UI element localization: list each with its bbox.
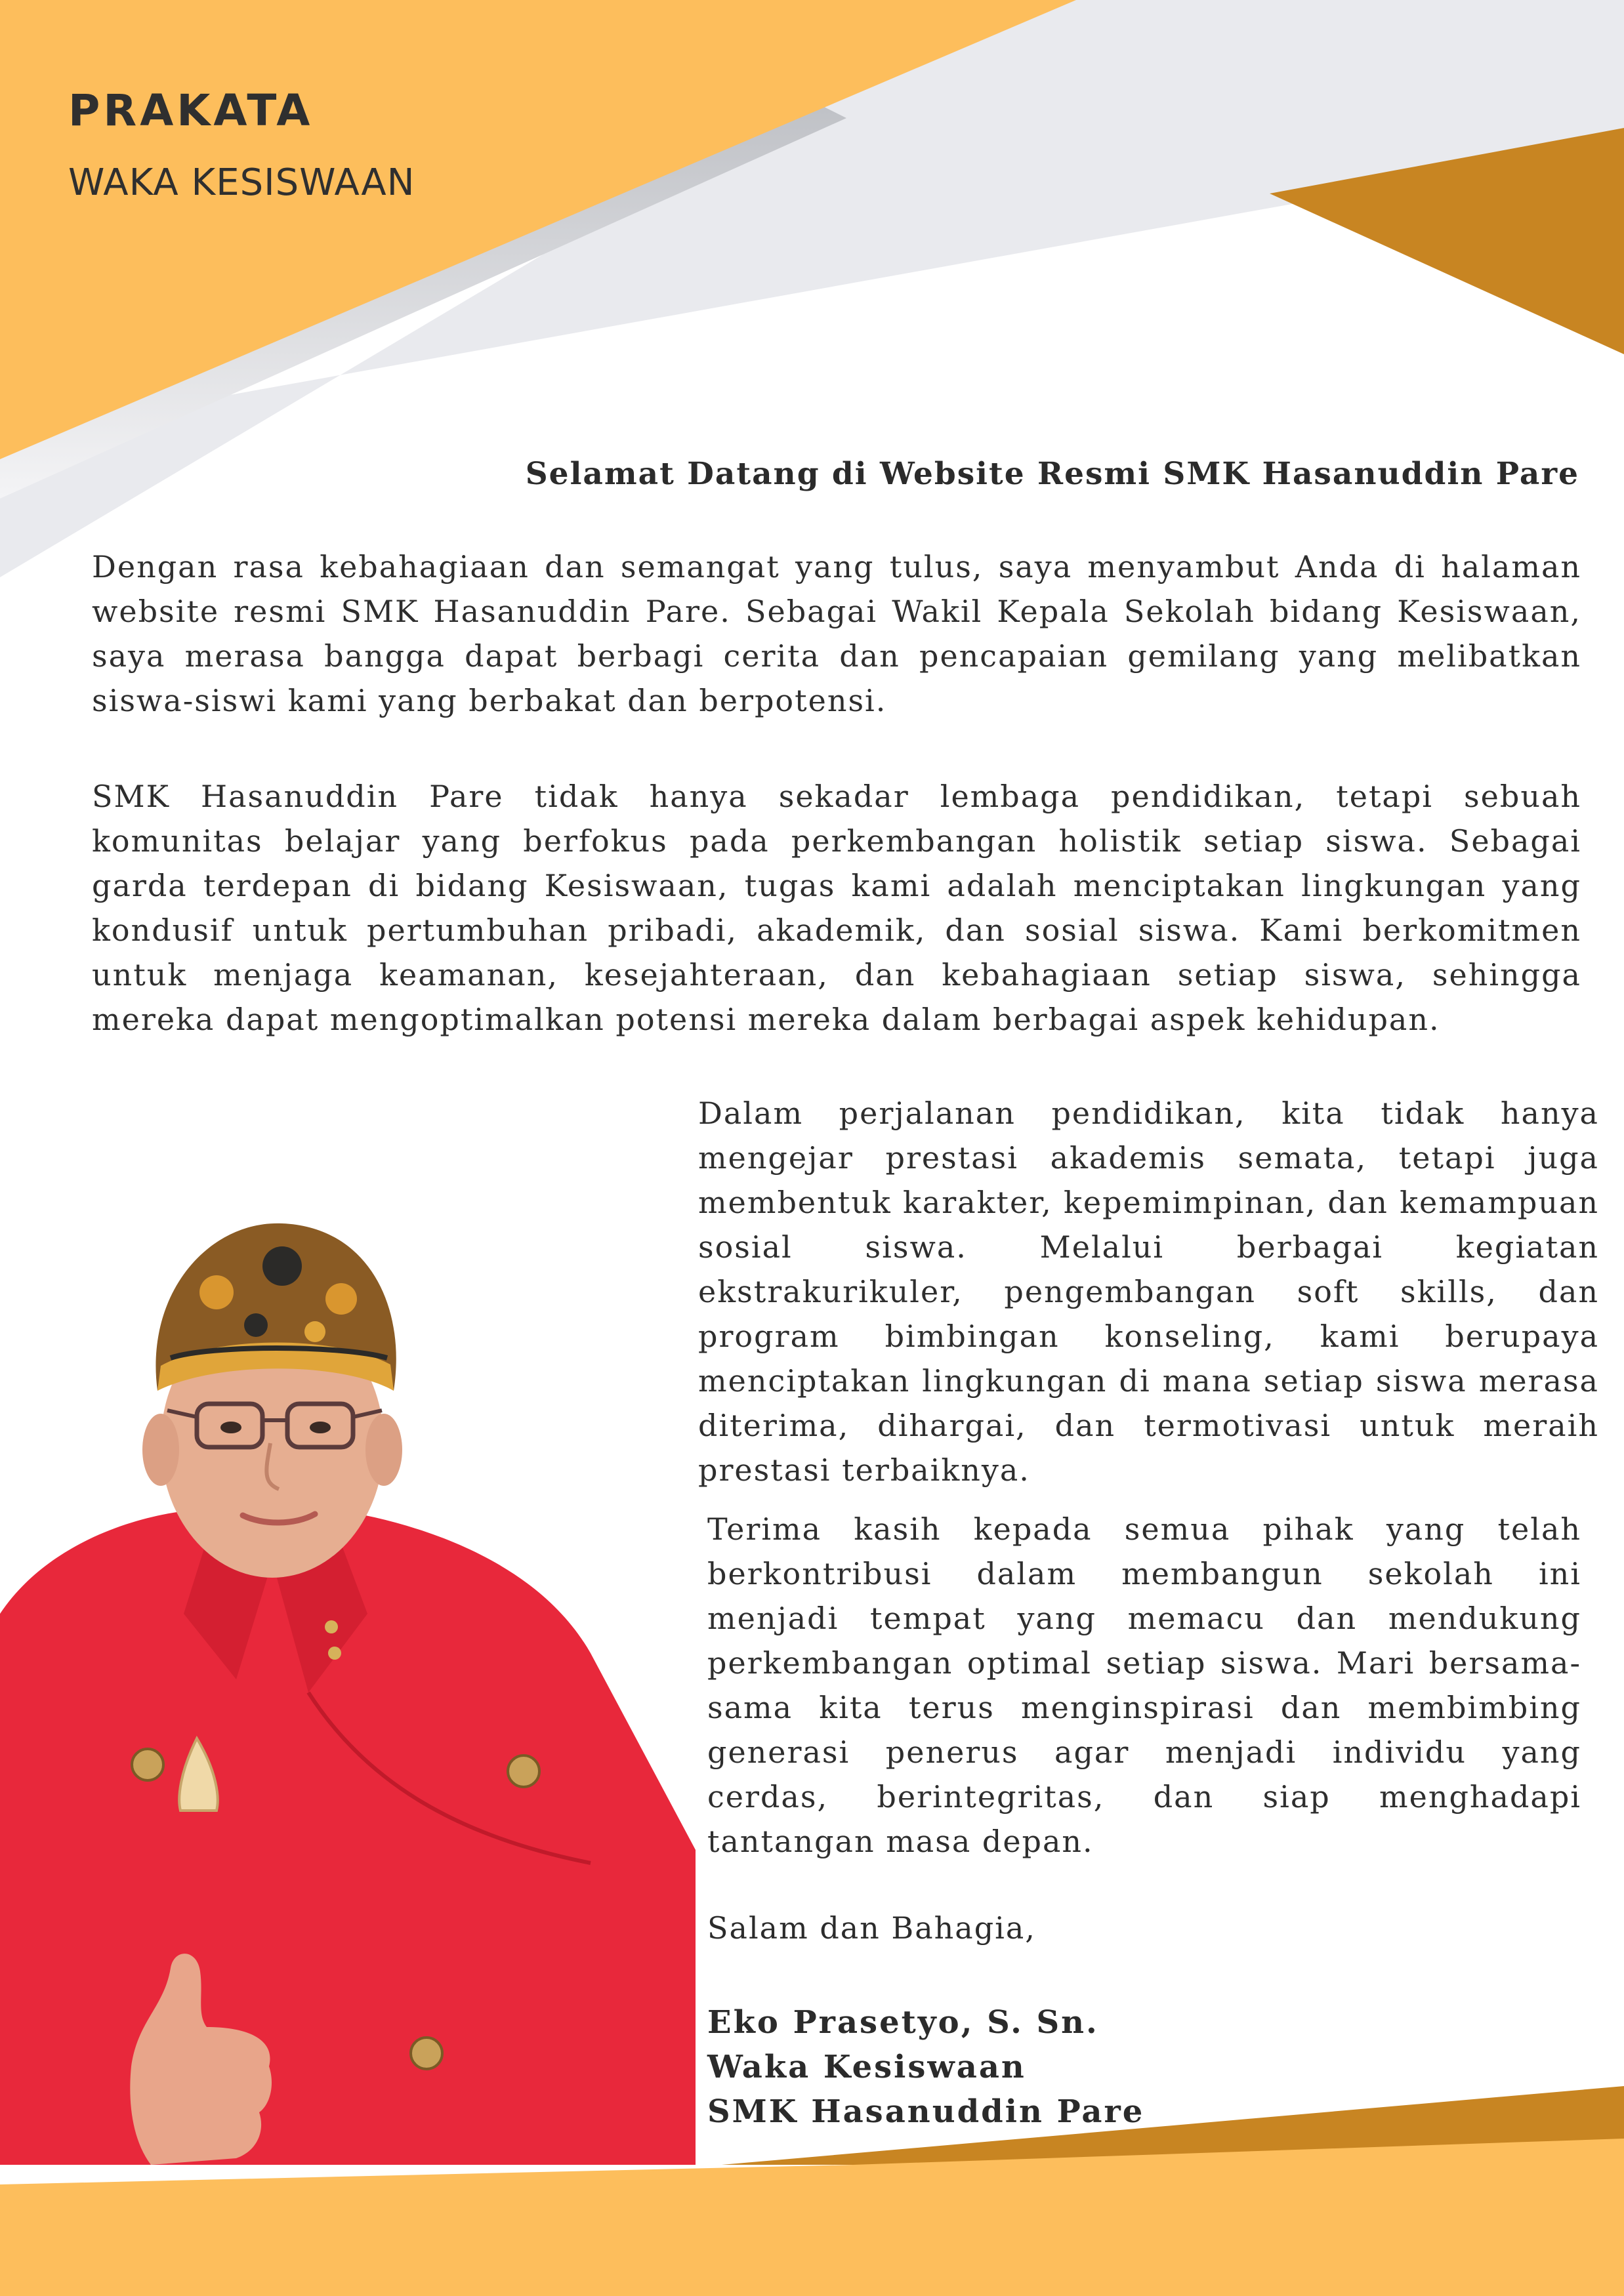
- portrait-photo: [0, 1194, 696, 2165]
- welcome-heading: Selamat Datang di Website Resmi SMK Hasanuddin Pare: [525, 456, 1579, 492]
- paragraph-character: Dalam perjalanan pendidikan, kita tidak hanya mengejar prestasi akademis semata, tetapi juga membentuk karakter, kepemimpinan, dan kemampuan sosial siswa. Melalui berbagai kegiatan ekstrakurikuler, pengembangan soft skills, dan program bimbingan konseling, kami berupaya menciptakan lingkungan di mana setiap siswa merasa diterima, dihargai, dan termotivasi untuk meraih prestasi terbaiknya.: [698, 1096, 1599, 1488]
- signature-name: Eko Prasetyo, S. Sn.: [707, 2004, 1099, 2041]
- closing-greeting: Salam dan Bahagia,: [707, 1910, 1036, 1946]
- paragraph-community: SMK Hasanuddin Pare tidak hanya sekadar lembaga pendidikan, tetapi sebuah komunitas belajar yang berfokus pada perkembangan holistik setiap siswa. Sebagai garda terdepan di bidang Kesiswaan, tugas kami adalah menciptakan lingkungan yang kondusif untuk pertumbuhan pribadi, akademik, dan sosial siswa. Kami berkomitmen untuk menjaga keamanan, kesejahteraan, dan kebahagiaan setiap siswa, sehingga mereka dapat mengoptimalkan potensi mereka dalam berbagai aspek kehidupan.: [92, 779, 1581, 1037]
- page-title: PRAKATA: [68, 85, 314, 136]
- signature-role: Waka Kesiswaan: [707, 2049, 1026, 2085]
- paragraph-thanks: Terima kasih kepada semua pihak yang telah berkontribusi dalam membangun sekolah ini menjadi tempat yang memacu dan mendukung perkembangan optimal setiap siswa. Mari bersama-sama kita terus menginspirasi dan membimbing generasi penerus agar menjadi individu yang cerdas, berintegritas, dan siap menghadapi tantangan masa depan.: [707, 1511, 1581, 1859]
- paragraph-intro: Dengan rasa kebahagiaan dan semangat yang tulus, saya menyambut Anda di halaman website resmi SMK Hasanuddin Pare. Sebagai Wakil Kepala Sekolah bidang Kesiswaan, saya merasa bangga dapat berbagi cerita dan pencapaian gemilang yang melibatkan siswa-siswi kami yang berbakat dan berpotensi.: [92, 549, 1581, 718]
- signature-school: SMK Hasanuddin Pare: [707, 2093, 1145, 2130]
- page-subtitle: WAKA KESISWAAN: [68, 161, 415, 204]
